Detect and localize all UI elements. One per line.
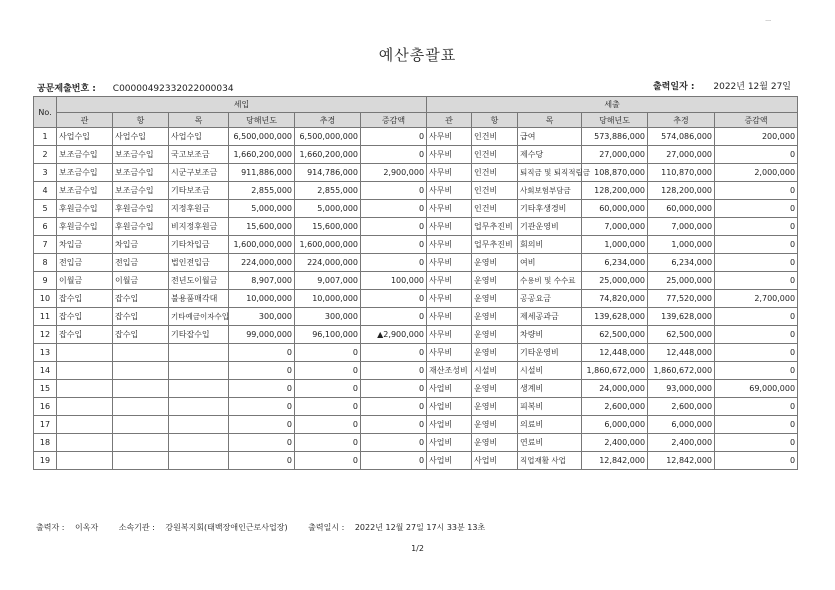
- income-supplementary-cell: 914,786,000: [295, 164, 361, 182]
- expense-supplementary-cell: 12,448,000: [648, 344, 715, 362]
- income-current-cell: 300,000: [229, 308, 295, 326]
- expense-gwan-cell: 사무비: [427, 236, 472, 254]
- income-gwan-cell: 후원금수입: [57, 218, 113, 236]
- income-supplementary-cell: 96,100,000: [295, 326, 361, 344]
- footer: [36, 522, 493, 533]
- expense-mok-cell: 급여: [518, 128, 582, 146]
- expense-current-cell: 24,000,000: [582, 380, 648, 398]
- table-row: [34, 164, 798, 182]
- expense-gwan-cell: 사무비: [427, 290, 472, 308]
- income-gwan-cell: 잡수입: [57, 290, 113, 308]
- expense-change-cell: 0: [715, 434, 798, 452]
- income-change-cell: 0: [361, 398, 427, 416]
- expense-change-cell: 0: [715, 272, 798, 290]
- expense-current-cell: 12,842,000: [582, 452, 648, 470]
- expense-supplementary-cell: 139,628,000: [648, 308, 715, 326]
- expense-mok-cell: 시설비: [518, 362, 582, 380]
- income-supplementary-cell: 5,000,000: [295, 200, 361, 218]
- income-gwan-cell: 사업수입: [57, 128, 113, 146]
- expense-hang-cell: 운영비: [472, 344, 518, 362]
- income-hang-cell: [113, 434, 169, 452]
- expense-change-cell: 0: [715, 362, 798, 380]
- table-row: [34, 434, 798, 452]
- expense-change-cell: 0: [715, 308, 798, 326]
- income-change-cell: 100,000: [361, 272, 427, 290]
- row-no-cell: 11: [34, 308, 57, 326]
- income-mok-cell: 시군구보조금: [169, 164, 229, 182]
- expense-mok-cell: 차량비: [518, 326, 582, 344]
- expense-hang-cell: 운영비: [472, 416, 518, 434]
- expense-change-cell: 2,700,000: [715, 290, 798, 308]
- income-hang-cell: 보조금수입: [113, 164, 169, 182]
- income-gwan-cell: 보조금수입: [57, 182, 113, 200]
- expense-mok-cell: 사회보험부담금: [518, 182, 582, 200]
- table-row: [34, 326, 798, 344]
- income-current-cell: 0: [229, 452, 295, 470]
- expense-mok-cell: 직업재활 사업: [518, 452, 582, 470]
- expense-mok-cell: 기타운영비: [518, 344, 582, 362]
- row-no-cell: 7: [34, 236, 57, 254]
- expense-change-cell: 0: [715, 326, 798, 344]
- expense-mok-cell: 제세공과금: [518, 308, 582, 326]
- expense-current-cell: 6,234,000: [582, 254, 648, 272]
- expense-current-cell: 1,860,672,000: [582, 362, 648, 380]
- income-current-cell: 1,600,000,000: [229, 236, 295, 254]
- header-in-mok: 목: [169, 113, 229, 128]
- expense-hang-cell: 운영비: [472, 272, 518, 290]
- expense-hang-cell: 인건비: [472, 128, 518, 146]
- expense-change-cell: 0: [715, 416, 798, 434]
- income-mok-cell: 국고보조금: [169, 146, 229, 164]
- expense-supplementary-cell: 7,000,000: [648, 218, 715, 236]
- income-mok-cell: 법인전입금: [169, 254, 229, 272]
- expense-current-cell: 25,000,000: [582, 272, 648, 290]
- income-current-cell: 5,000,000: [229, 200, 295, 218]
- income-gwan-cell: 잡수입: [57, 308, 113, 326]
- expense-mok-cell: 수용비 및 수수료: [518, 272, 582, 290]
- expense-hang-cell: 시설비: [472, 362, 518, 380]
- income-change-cell: 0: [361, 236, 427, 254]
- print-date-label: 출력일자 :: [652, 82, 695, 92]
- income-current-cell: 0: [229, 344, 295, 362]
- expense-gwan-cell: 사무비: [427, 200, 472, 218]
- income-gwan-cell: [57, 380, 113, 398]
- header-in-hang: 항: [113, 113, 169, 128]
- income-supplementary-cell: 0: [295, 344, 361, 362]
- income-hang-cell: [113, 452, 169, 470]
- header-in-current: 당해년도: [229, 113, 295, 128]
- expense-change-cell: 69,000,000: [715, 380, 798, 398]
- income-hang-cell: 잡수입: [113, 308, 169, 326]
- income-supplementary-cell: 15,600,000: [295, 218, 361, 236]
- expense-gwan-cell: 사무비: [427, 308, 472, 326]
- expense-gwan-cell: 사무비: [427, 128, 472, 146]
- row-no-cell: 4: [34, 182, 57, 200]
- header-expense: 세출: [427, 97, 798, 113]
- income-supplementary-cell: 0: [295, 362, 361, 380]
- income-gwan-cell: 후원금수입: [57, 200, 113, 218]
- income-supplementary-cell: 224,000,000: [295, 254, 361, 272]
- income-gwan-cell: 보조금수입: [57, 164, 113, 182]
- doc-number-value: C00000492332022000034: [112, 84, 234, 94]
- income-supplementary-cell: 9,007,000: [295, 272, 361, 290]
- expense-gwan-cell: 사무비: [427, 254, 472, 272]
- income-change-cell: 0: [361, 128, 427, 146]
- row-no-cell: 10: [34, 290, 57, 308]
- table-body: [34, 128, 798, 470]
- expense-gwan-cell: 사업비: [427, 434, 472, 452]
- expense-mok-cell: 연료비: [518, 434, 582, 452]
- doc-number-label: 공문제출번호 :: [37, 84, 96, 94]
- header-in-change: 증감액: [361, 113, 427, 128]
- print-date: [653, 79, 791, 92]
- expense-hang-cell: 운영비: [472, 254, 518, 272]
- footer-printer-label: 출력자 :: [36, 523, 65, 532]
- income-current-cell: 0: [229, 434, 295, 452]
- expense-hang-cell: 인건비: [472, 182, 518, 200]
- income-gwan-cell: [57, 344, 113, 362]
- header-ex-current: 당해년도: [582, 113, 648, 128]
- income-mok-cell: [169, 416, 229, 434]
- expense-supplementary-cell: 27,000,000: [648, 146, 715, 164]
- row-no-cell: 15: [34, 380, 57, 398]
- footer-org: 강원복지회(태백장애인근로사업장): [165, 523, 288, 532]
- table-row: [34, 398, 798, 416]
- income-change-cell: 0: [361, 344, 427, 362]
- expense-gwan-cell: 사업비: [427, 452, 472, 470]
- table-row: [34, 128, 798, 146]
- expense-hang-cell: 업무추진비: [472, 218, 518, 236]
- income-current-cell: 1,660,200,000: [229, 146, 295, 164]
- income-change-cell: 0: [361, 380, 427, 398]
- expense-current-cell: 62,500,000: [582, 326, 648, 344]
- expense-hang-cell: 인건비: [472, 164, 518, 182]
- income-supplementary-cell: 0: [295, 398, 361, 416]
- expense-gwan-cell: 사무비: [427, 218, 472, 236]
- income-mok-cell: 기타차입금: [169, 236, 229, 254]
- row-no-cell: 6: [34, 218, 57, 236]
- expense-supplementary-cell: 77,520,000: [648, 290, 715, 308]
- income-change-cell: 0: [361, 434, 427, 452]
- expense-mok-cell: 제수당: [518, 146, 582, 164]
- expense-current-cell: 2,600,000: [582, 398, 648, 416]
- row-no-cell: 12: [34, 326, 57, 344]
- income-mok-cell: 사업수입: [169, 128, 229, 146]
- expense-gwan-cell: 사업비: [427, 416, 472, 434]
- table-row: [34, 254, 798, 272]
- income-mok-cell: 불용품매각대: [169, 290, 229, 308]
- income-change-cell: 0: [361, 308, 427, 326]
- expense-hang-cell: 운영비: [472, 398, 518, 416]
- table-row: [34, 146, 798, 164]
- income-hang-cell: 후원금수입: [113, 218, 169, 236]
- row-no-cell: 14: [34, 362, 57, 380]
- expense-gwan-cell: 사무비: [427, 182, 472, 200]
- income-current-cell: 0: [229, 416, 295, 434]
- income-hang-cell: [113, 362, 169, 380]
- expense-current-cell: 139,628,000: [582, 308, 648, 326]
- header-ex-mok: 목: [518, 113, 582, 128]
- expense-hang-cell: 운영비: [472, 308, 518, 326]
- income-hang-cell: 잡수입: [113, 326, 169, 344]
- income-mok-cell: 비지정후원금: [169, 218, 229, 236]
- income-supplementary-cell: 6,500,000,000: [295, 128, 361, 146]
- expense-mok-cell: 기타후생경비: [518, 200, 582, 218]
- expense-supplementary-cell: 12,842,000: [648, 452, 715, 470]
- expense-gwan-cell: 사무비: [427, 326, 472, 344]
- expense-current-cell: 108,870,000: [582, 164, 648, 182]
- expense-current-cell: 2,400,000: [582, 434, 648, 452]
- expense-gwan-cell: 사무비: [427, 344, 472, 362]
- header-ex-supplementary: 추경: [648, 113, 715, 128]
- income-gwan-cell: 잡수입: [57, 326, 113, 344]
- expense-supplementary-cell: 2,600,000: [648, 398, 715, 416]
- income-current-cell: 8,907,000: [229, 272, 295, 290]
- income-change-cell: 0: [361, 290, 427, 308]
- expense-change-cell: 2,000,000: [715, 164, 798, 182]
- page-number: 1/2: [411, 544, 424, 553]
- header-in-gwan: 관: [57, 113, 113, 128]
- expense-change-cell: 0: [715, 398, 798, 416]
- income-hang-cell: 차입금: [113, 236, 169, 254]
- expense-supplementary-cell: 62,500,000: [648, 326, 715, 344]
- table-row: [34, 416, 798, 434]
- income-change-cell: 0: [361, 362, 427, 380]
- income-hang-cell: 보조금수입: [113, 146, 169, 164]
- expense-supplementary-cell: 93,000,000: [648, 380, 715, 398]
- table-row: [34, 182, 798, 200]
- expense-mok-cell: 여비: [518, 254, 582, 272]
- expense-supplementary-cell: 128,200,000: [648, 182, 715, 200]
- income-current-cell: 99,000,000: [229, 326, 295, 344]
- expense-hang-cell: 업무추진비: [472, 236, 518, 254]
- income-change-cell: 0: [361, 416, 427, 434]
- expense-mok-cell: 퇴직금 및 퇴직적립금: [518, 164, 582, 182]
- income-supplementary-cell: 0: [295, 416, 361, 434]
- income-mok-cell: [169, 434, 229, 452]
- expense-gwan-cell: 재산조성비: [427, 362, 472, 380]
- footer-printed-at-label: 출력일시 :: [308, 523, 345, 532]
- income-mok-cell: [169, 398, 229, 416]
- expense-change-cell: 0: [715, 254, 798, 272]
- row-no-cell: 3: [34, 164, 57, 182]
- expense-current-cell: 573,886,000: [582, 128, 648, 146]
- income-gwan-cell: [57, 362, 113, 380]
- expense-current-cell: 7,000,000: [582, 218, 648, 236]
- expense-current-cell: 128,200,000: [582, 182, 648, 200]
- table-row: [34, 362, 798, 380]
- income-gwan-cell: [57, 452, 113, 470]
- expense-supplementary-cell: 25,000,000: [648, 272, 715, 290]
- income-hang-cell: 후원금수입: [113, 200, 169, 218]
- expense-current-cell: 1,000,000: [582, 236, 648, 254]
- expense-hang-cell: 인건비: [472, 200, 518, 218]
- table-row: [34, 218, 798, 236]
- income-current-cell: 6,500,000,000: [229, 128, 295, 146]
- expense-change-cell: 0: [715, 344, 798, 362]
- income-gwan-cell: 전입금: [57, 254, 113, 272]
- row-no-cell: 13: [34, 344, 57, 362]
- expense-current-cell: 27,000,000: [582, 146, 648, 164]
- expense-mok-cell: 공공요금: [518, 290, 582, 308]
- income-gwan-cell: 보조금수입: [57, 146, 113, 164]
- income-mok-cell: 기타예금이자수입: [169, 308, 229, 326]
- expense-gwan-cell: 사무비: [427, 272, 472, 290]
- income-change-cell: 0: [361, 218, 427, 236]
- income-hang-cell: 잡수입: [113, 290, 169, 308]
- expense-gwan-cell: 사업비: [427, 398, 472, 416]
- expense-hang-cell: 운영비: [472, 326, 518, 344]
- table-row: [34, 380, 798, 398]
- income-supplementary-cell: 0: [295, 380, 361, 398]
- expense-mok-cell: 회의비: [518, 236, 582, 254]
- header-ex-change: 증감액: [715, 113, 798, 128]
- expense-current-cell: 60,000,000: [582, 200, 648, 218]
- doc-number: [37, 81, 234, 94]
- expense-mok-cell: 생계비: [518, 380, 582, 398]
- income-supplementary-cell: 1,600,000,000: [295, 236, 361, 254]
- expense-hang-cell: 인건비: [472, 146, 518, 164]
- expense-change-cell: 0: [715, 146, 798, 164]
- expense-mok-cell: 기관운영비: [518, 218, 582, 236]
- footer-org-label: 소속기관 :: [118, 523, 155, 532]
- expense-gwan-cell: 사무비: [427, 146, 472, 164]
- expense-change-cell: 0: [715, 218, 798, 236]
- expense-supplementary-cell: 1,000,000: [648, 236, 715, 254]
- income-mok-cell: [169, 452, 229, 470]
- table-row: [34, 236, 798, 254]
- income-supplementary-cell: 300,000: [295, 308, 361, 326]
- footer-printer: 이옥자: [74, 523, 99, 532]
- row-no-cell: 16: [34, 398, 57, 416]
- income-hang-cell: [113, 380, 169, 398]
- income-supplementary-cell: 0: [295, 452, 361, 470]
- row-no-cell: 2: [34, 146, 57, 164]
- income-supplementary-cell: 1,660,200,000: [295, 146, 361, 164]
- header-ex-gwan: 관: [427, 113, 472, 128]
- table-row: [34, 452, 798, 470]
- table-row: [34, 308, 798, 326]
- income-gwan-cell: 이월금: [57, 272, 113, 290]
- expense-change-cell: 0: [715, 200, 798, 218]
- expense-hang-cell: 사업비: [472, 452, 518, 470]
- expense-hang-cell: 운영비: [472, 380, 518, 398]
- income-mok-cell: [169, 344, 229, 362]
- expense-current-cell: 74,820,000: [582, 290, 648, 308]
- header-in-supplementary: 추경: [295, 113, 361, 128]
- expense-hang-cell: 운영비: [472, 434, 518, 452]
- print-date-value: 2022년 12월 27일: [713, 82, 791, 92]
- income-current-cell: 0: [229, 398, 295, 416]
- income-hang-cell: [113, 398, 169, 416]
- income-hang-cell: [113, 344, 169, 362]
- expense-supplementary-cell: 60,000,000: [648, 200, 715, 218]
- income-mok-cell: 기타잡수입: [169, 326, 229, 344]
- expense-gwan-cell: 사업비: [427, 380, 472, 398]
- expense-mok-cell: 의료비: [518, 416, 582, 434]
- expense-supplementary-cell: 1,860,672,000: [648, 362, 715, 380]
- row-no-cell: 19: [34, 452, 57, 470]
- row-no-cell: 5: [34, 200, 57, 218]
- table-row: [34, 290, 798, 308]
- income-hang-cell: 전입금: [113, 254, 169, 272]
- header-ex-hang: 항: [472, 113, 518, 128]
- income-gwan-cell: 차입금: [57, 236, 113, 254]
- income-change-cell: 0: [361, 146, 427, 164]
- page-title: 예산총괄표: [378, 46, 457, 64]
- header-income: 세입: [57, 97, 427, 113]
- expense-change-cell: 0: [715, 182, 798, 200]
- income-current-cell: 0: [229, 380, 295, 398]
- income-hang-cell: [113, 416, 169, 434]
- income-change-cell: ▲2,900,000: [361, 326, 427, 344]
- income-current-cell: 224,000,000: [229, 254, 295, 272]
- expense-hang-cell: 운영비: [472, 290, 518, 308]
- budget-summary-table: [33, 96, 798, 470]
- expense-gwan-cell: 사무비: [427, 164, 472, 182]
- expense-mok-cell: 피복비: [518, 398, 582, 416]
- table-row: [34, 200, 798, 218]
- income-current-cell: 15,600,000: [229, 218, 295, 236]
- expense-change-cell: 200,000: [715, 128, 798, 146]
- expense-supplementary-cell: 574,086,000: [648, 128, 715, 146]
- income-hang-cell: 사업수입: [113, 128, 169, 146]
- income-change-cell: 0: [361, 182, 427, 200]
- income-gwan-cell: [57, 416, 113, 434]
- row-no-cell: 17: [34, 416, 57, 434]
- expense-supplementary-cell: 110,870,000: [648, 164, 715, 182]
- income-mok-cell: 기타보조금: [169, 182, 229, 200]
- income-mok-cell: 지정후원금: [169, 200, 229, 218]
- footer-printed-at: 2022년 12월 27일 17시 33분 13초: [354, 523, 486, 532]
- income-hang-cell: 보조금수입: [113, 182, 169, 200]
- income-current-cell: 0: [229, 362, 295, 380]
- income-change-cell: 0: [361, 200, 427, 218]
- expense-supplementary-cell: 2,400,000: [648, 434, 715, 452]
- expense-change-cell: 0: [715, 236, 798, 254]
- expense-supplementary-cell: 6,234,000: [648, 254, 715, 272]
- income-mok-cell: 전년도이월금: [169, 272, 229, 290]
- income-gwan-cell: [57, 398, 113, 416]
- row-no-cell: 18: [34, 434, 57, 452]
- row-no-cell: 9: [34, 272, 57, 290]
- row-no-cell: 1: [34, 128, 57, 146]
- income-gwan-cell: [57, 434, 113, 452]
- income-supplementary-cell: 2,855,000: [295, 182, 361, 200]
- header-no: No.: [34, 97, 57, 128]
- income-current-cell: 2,855,000: [229, 182, 295, 200]
- income-hang-cell: 이월금: [113, 272, 169, 290]
- income-current-cell: 911,886,000: [229, 164, 295, 182]
- income-change-cell: 0: [361, 452, 427, 470]
- income-change-cell: 0: [361, 254, 427, 272]
- income-current-cell: 10,000,000: [229, 290, 295, 308]
- income-change-cell: 2,900,000: [361, 164, 427, 182]
- row-no-cell: 8: [34, 254, 57, 272]
- income-supplementary-cell: 0: [295, 434, 361, 452]
- expense-current-cell: 12,448,000: [582, 344, 648, 362]
- expense-change-cell: 0: [715, 452, 798, 470]
- corner-mark: ㅡ: [765, 18, 771, 25]
- expense-current-cell: 6,000,000: [582, 416, 648, 434]
- table-row: [34, 344, 798, 362]
- table-row: [34, 272, 798, 290]
- income-mok-cell: [169, 380, 229, 398]
- income-supplementary-cell: 10,000,000: [295, 290, 361, 308]
- income-mok-cell: [169, 362, 229, 380]
- expense-supplementary-cell: 6,000,000: [648, 416, 715, 434]
